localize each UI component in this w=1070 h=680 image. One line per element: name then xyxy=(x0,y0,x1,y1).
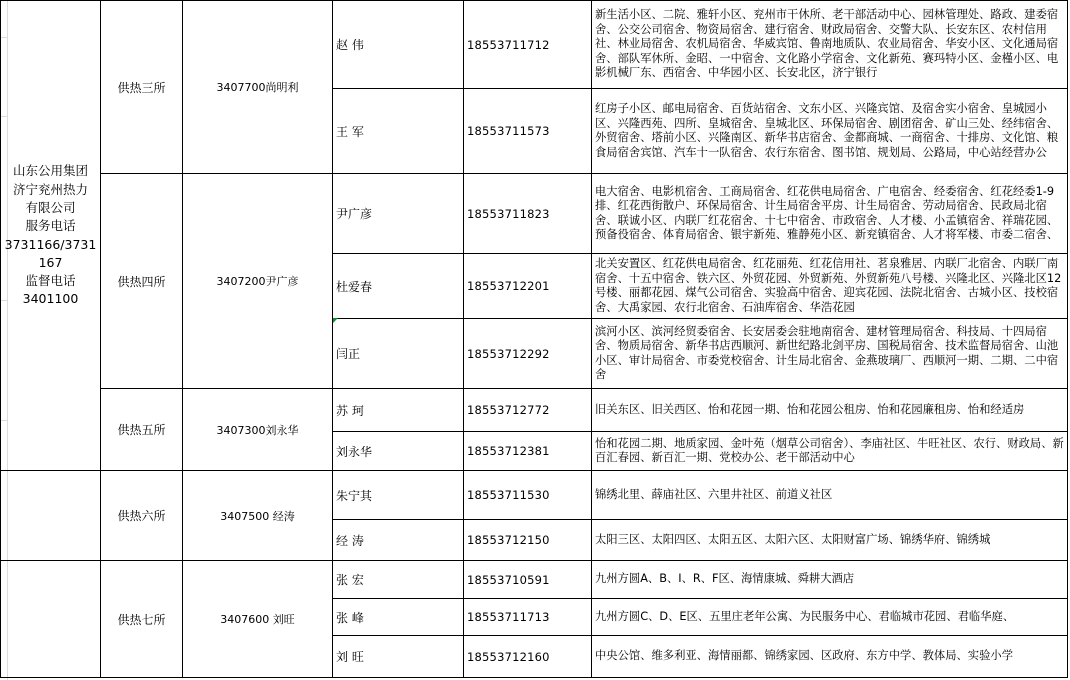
table-row xyxy=(1,471,1068,520)
supervision-phone: 3401100 xyxy=(22,291,79,307)
staff-mobile[interactable]: 18553712160 xyxy=(464,636,592,678)
staff-mobile[interactable]: 18553711530 xyxy=(464,471,592,520)
cell-comment-marker xyxy=(333,318,338,323)
service-phone-label: 服务电话 xyxy=(25,218,76,234)
staff-name[interactable]: 张 峰 xyxy=(333,599,464,636)
service-areas[interactable]: 北关安置区、红花供电局宿舍、红花丽苑、红花信用社、茗泉雅居、内联厂北宿舍、内联厂南宿舍、十五中宿舍、铁六区、外贸花园、外贸新苑、外贸新苑八号楼、兴隆北区、兴隆北区12号楼、丽都花园、煤气公司宿舍、实验高中宿舍、迎宾花园、法院北宿舍、古城小区、技校宿舍、大禹家园、农行北宿舍、石油库宿舍、华浩花园 xyxy=(592,254,1068,319)
empty-cell[interactable] xyxy=(1,471,101,561)
company-cell[interactable] xyxy=(1,1,101,471)
service-areas[interactable]: 新生活小区、二院、雅轩小区、兖州市干休所、老干部活动中心、园林管理处、路政、建委宿舍、公交公司宿舍、物资局宿舍、建行宿舍、财政局宿舍、交警大队、长安东区、农村信用社、林业局宿舍、农机局宿舍、华威宾馆、鲁南地质队、农业局宿舍、华安小区、文化通局宿舍、部队军休所、金昭、一中宿舍、文化路小学宿舍、文化新苑、赛玛特小区、金槿小区、电影机械厂东、西宿舍、中华园小区、长安北区，济宁银行 xyxy=(592,1,1068,89)
staff-mobile[interactable]: 18553712772 xyxy=(464,389,592,432)
staff-name[interactable]: 张 宏 xyxy=(333,561,464,599)
staff-name[interactable]: 苏 珂 xyxy=(333,389,464,432)
service-areas[interactable]: 太阳三区、太阳四区、太阳五区、太阳六区、太阳财富广场、锦绣华府、锦绣城 xyxy=(592,520,1068,561)
station-name[interactable]: 供热六所 xyxy=(101,471,183,561)
service-areas[interactable]: 锦绣北里、薛庙社区、六里井社区、前道义社区 xyxy=(592,471,1068,520)
service-areas[interactable]: 中央公馆、维多利亚、海情丽都、锦绣家园、区政府、东方中学、教体局、实验小学 xyxy=(592,636,1068,678)
station-name[interactable]: 供热七所 xyxy=(101,561,183,678)
service-areas[interactable]: 电大宿舍、电影机宿舍、工商局宿舍、红花供电局宿舍、广电宿舍、经委宿舍、红花经委1-9排、红花西街散户、环保局宿舍、计生局宿舍平房、计生局宿舍、劳动局宿舍、民政局北宿舍、联诚小区、内联厂红花宿舍、十七中宿舍、市政宿舍、人才楼、小孟镇宿舍、祥瑞花园、预备役宿舍、体育局宿舍、银宇新苑、雅静苑小区、新兖镇宿舍、人才将军楼、市委二宿舍、 xyxy=(592,174,1068,254)
staff-mobile[interactable]: 18553712292 xyxy=(464,319,592,389)
service-areas[interactable]: 旧关东区、旧关西区、怡和花园一期、怡和花园公租房、怡和花园廉租房、怡和经适房 xyxy=(592,389,1068,432)
station-name[interactable]: 供热五所 xyxy=(101,389,183,471)
company-name: 有限公司 xyxy=(25,199,76,215)
table-row xyxy=(1,389,1068,432)
station-phone[interactable]: 3407500 经涛 xyxy=(183,471,333,561)
staff-name[interactable]: 刘 旺 xyxy=(333,636,464,678)
station-name[interactable]: 供热四所 xyxy=(101,174,183,389)
service-phone: 167 xyxy=(38,254,63,270)
staff-name[interactable]: 刘永华 xyxy=(333,432,464,471)
staff-name[interactable]: 朱宁其 xyxy=(333,471,464,520)
station-phone[interactable]: 3407200尹广彦 xyxy=(183,174,333,389)
table-row xyxy=(1,1,1068,89)
station-phone[interactable]: 3407300刘永华 xyxy=(183,389,333,471)
staff-name[interactable]: 经 涛 xyxy=(333,520,464,561)
service-areas[interactable]: 九州方圆C、D、E区、五里庄老年公寓、为民服务中心、君临城市花园、君临华庭、 xyxy=(592,599,1068,636)
station-phone[interactable]: 3407700尚明利 xyxy=(183,1,333,174)
staff-name[interactable]: 赵 伟 xyxy=(333,1,464,89)
service-areas[interactable]: 九州方圆A、B、I、R、F区、海情康城、舜耕大酒店 xyxy=(592,561,1068,599)
staff-mobile[interactable]: 18553711712 xyxy=(464,1,592,89)
staff-name[interactable]: 闫正 xyxy=(333,319,464,389)
staff-name[interactable]: 杜爱春 xyxy=(333,254,464,319)
service-phone: 3731166/3731 xyxy=(4,236,97,252)
staff-mobile[interactable]: 18553710591 xyxy=(464,561,592,599)
staff-name[interactable]: 尹广彦 xyxy=(333,174,464,254)
service-areas[interactable]: 红房子小区、邮电局宿舍、百货站宿舍、文东小区、兴隆宾馆、及宿舍实小宿舍、皇城园小区、兴隆西苑、四所、皇城宿舍、皇城北区、环保局宿舍、剧团宿舍、矿山三处、经纬宿舍、外贸宿舍、塔前小区、兴隆南区、新华书店宿舍、金都商城、一商宿舍、十排房、文化馆、粮食局宿舍宾馆、汽车十一队宿舍、农行东宿舍、图书馆、规划局、公路局，中心站经营办公 xyxy=(592,89,1068,174)
staff-mobile[interactable]: 18553712201 xyxy=(464,254,592,319)
station-phone[interactable]: 3407600 刘旺 xyxy=(183,561,333,678)
staff-mobile[interactable]: 18553711713 xyxy=(464,599,592,636)
staff-mobile[interactable]: 18553712381 xyxy=(464,432,592,471)
staff-mobile[interactable]: 18553711823 xyxy=(464,174,592,254)
company-name: 山东公用集团 xyxy=(12,163,88,179)
company-name: 济宁兖州热力 xyxy=(12,181,88,197)
staff-name[interactable]: 王 军 xyxy=(333,89,464,174)
table-row xyxy=(1,174,1068,254)
service-areas[interactable]: 滨河小区、滨河经贸委宿舍、长安居委会驻地南宿舍、建材管理局宿舍、科技局、十四局宿舍、物质局宿舍、新华书店西顺河、新世纪路北剑平房、国税局宿舍、技术监督局宿舍、山池小区、审计局宿舍、市委党校宿舍、计生局北宿舍、金燕玻璃厂、西顺河一期、二期、二中宿舍 xyxy=(592,319,1068,389)
staff-mobile[interactable]: 18553711573 xyxy=(464,89,592,174)
staff-mobile[interactable]: 18553712150 xyxy=(464,520,592,561)
supervision-phone-label: 监督电话 xyxy=(25,273,76,289)
station-name[interactable]: 供热三所 xyxy=(101,1,183,174)
table-row xyxy=(1,561,1068,599)
service-areas[interactable]: 怡和花园二期、地质家园、金叶苑（烟草公司宿舍）、李庙社区、牛旺社区、农行、财政局、新百汇春园、新百汇一期、党校办公、老干部活动中心 xyxy=(592,432,1068,471)
empty-cell[interactable] xyxy=(1,561,101,678)
